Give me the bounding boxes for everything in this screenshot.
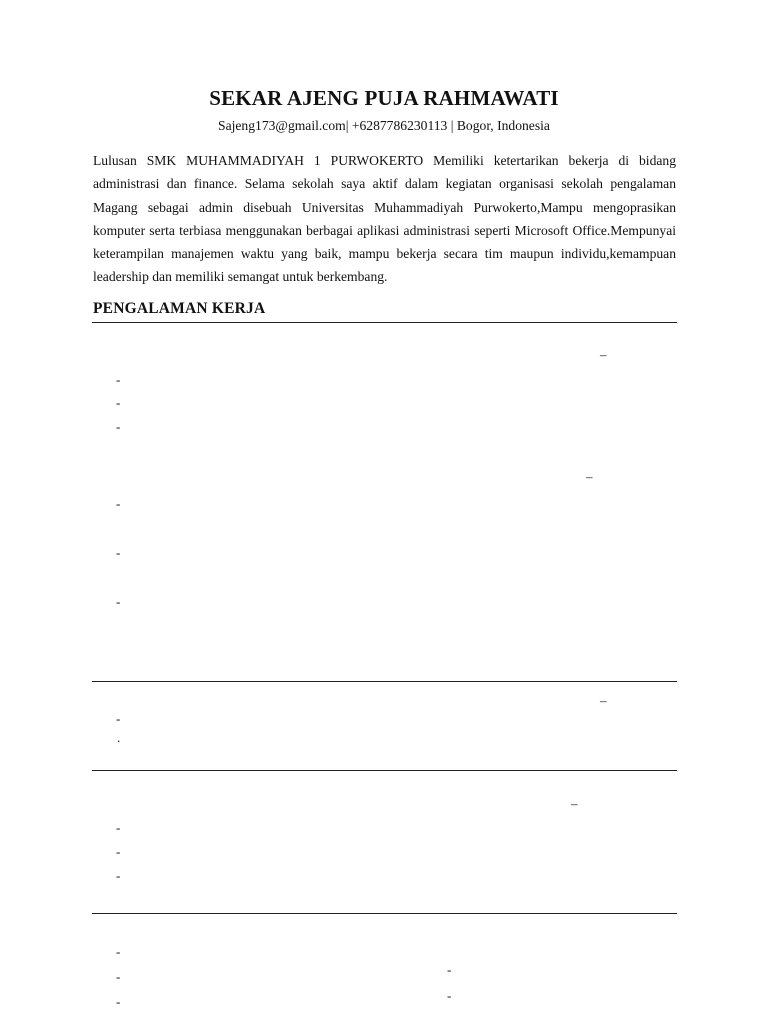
section-title-work-experience: PENGALAMAN KERJA [93, 300, 266, 317]
bullet-dash: - [116, 711, 121, 726]
bullet-dash: - [116, 868, 121, 883]
bullet-dash: - [116, 372, 121, 387]
bullet-dash: - [447, 962, 452, 977]
bullet-dash: - [116, 994, 121, 1009]
profile-summary: Lulusan SMK MUHAMMADIYAH 1 PURWOKERTO Memiliki ketertarikan bekerja di bidang administrasi dan finance. Selama sekolah saya aktif dalam kegiatan organisasi sekolah pengalaman Magang sebagai admin disebuah Universitas Muhammadiyah Purwokerto,Mampu mengoprasikan komputer serta terbiasa menggunakan berbagai aplikasi administrasi seperti Microsoft Office.Mempunyai keterampilan manajemen waktu yang baik, mampu bekerja secara tim maupun individu,kemampuan leadership dan memiliki semangat untuk berkembang. [93, 153, 676, 285]
bullet-dash: - [116, 944, 121, 959]
bullet-dash: - [116, 969, 121, 984]
bullet-dash: - [116, 395, 121, 410]
bullet-dash: - [447, 988, 452, 1003]
date-separator: – [571, 796, 578, 811]
section-divider [92, 770, 677, 771]
date-separator: – [600, 693, 607, 708]
date-separator: – [586, 469, 593, 484]
section-divider [92, 913, 677, 914]
bullet-dash: - [116, 419, 121, 434]
section-divider [92, 322, 677, 323]
applicant-name: SEKAR AJENG PUJA RAHMAWATI [209, 86, 559, 110]
date-separator: – [600, 347, 607, 362]
section-divider [92, 681, 677, 682]
bullet-dot: . [117, 730, 121, 745]
contact-line: Sajeng173@gmail.com| +6287786230113 | Bogor, Indonesia [218, 118, 550, 133]
bullet-dash: - [116, 496, 121, 511]
bullet-dash: - [116, 820, 121, 835]
bullet-dash: - [116, 545, 121, 560]
bullet-dash: - [116, 844, 121, 859]
bullet-dash: - [116, 594, 121, 609]
